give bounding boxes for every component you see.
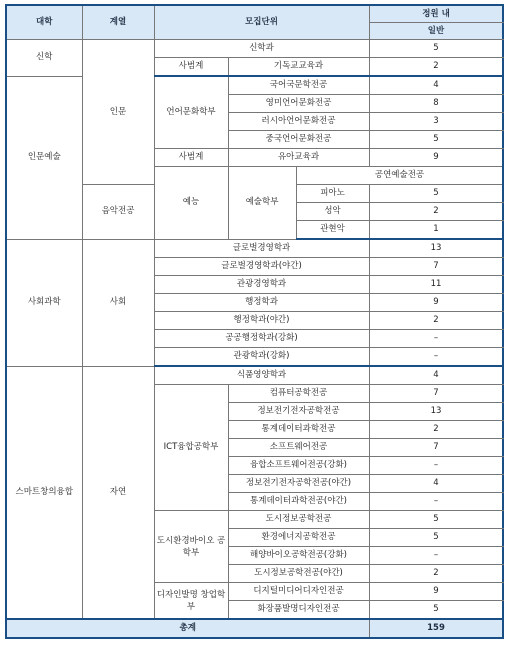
unit-cell: 관현악: [296, 221, 369, 240]
count-cell: 7: [369, 439, 503, 457]
group-cell: 도시환경바이오 공학부: [154, 511, 228, 583]
unit-cell: 정보전기전자공학전공(야간): [228, 475, 369, 493]
field-cell: 예능: [154, 167, 228, 240]
unit-cell: 컴퓨터공학전공: [228, 385, 369, 403]
count-cell: 3: [369, 113, 503, 131]
header-quota: 정원 내: [369, 5, 503, 23]
college-cell: 인문예술: [6, 76, 82, 239]
unit-cell: 화장품발명디자인전공: [228, 601, 369, 620]
count-cell: 4: [369, 366, 503, 385]
total-row: [6, 619, 503, 638]
count-cell: 4: [369, 475, 503, 493]
total-count: 159: [369, 619, 503, 638]
unit-cell: 디지털미디어디자인전공: [228, 583, 369, 601]
count-cell: 5: [369, 601, 503, 620]
total-label: 총계: [6, 619, 369, 638]
count-cell: 2: [369, 421, 503, 439]
unit-cell: 국어국문학전공: [228, 76, 369, 95]
subgroup-cell: 음악전공: [82, 185, 154, 240]
quota-table-container: [5, 4, 502, 639]
count-cell: –: [369, 348, 503, 367]
count-cell: 2: [369, 58, 503, 77]
field-cell: 자연: [82, 366, 154, 619]
unit-cell: 기독교교육과: [228, 58, 369, 77]
table-row: [6, 40, 503, 58]
unit-cell: 융합소프트웨어전공(강화): [228, 457, 369, 475]
group-cell: 디자인발명 창업학부: [154, 583, 228, 620]
group-cell: 사범계: [154, 58, 228, 77]
count-cell: 2: [369, 203, 503, 221]
table-row: [6, 239, 503, 258]
unit-cell: 글로벌경영학과: [154, 239, 369, 258]
group-cell: ICT융합공학부: [154, 385, 228, 511]
unit-cell: 환경에너지공학전공: [228, 529, 369, 547]
unit-cell: 신학과: [154, 40, 369, 58]
unit-cell: 공공행정학과(강화): [154, 330, 369, 348]
unit-cell: 행정학과(야간): [154, 312, 369, 330]
count-cell: 7: [369, 258, 503, 276]
unit-cell: 공연예술전공: [296, 167, 503, 185]
count-cell: –: [369, 547, 503, 565]
header-row: [6, 5, 503, 23]
unit-cell: 피아노: [296, 185, 369, 203]
unit-cell: 통계데이터과학전공(야간): [228, 493, 369, 511]
group-cell: 사범계: [154, 149, 228, 167]
count-cell: 8: [369, 95, 503, 113]
count-cell: 13: [369, 239, 503, 258]
table-row: [6, 366, 503, 385]
count-cell: 5: [369, 185, 503, 203]
college-cell: 사회과학: [6, 239, 82, 366]
unit-cell: 도시정보공학전공(야간): [228, 565, 369, 583]
count-cell: 4: [369, 76, 503, 95]
count-cell: 11: [369, 276, 503, 294]
header-field: 계열: [82, 5, 154, 40]
count-cell: 2: [369, 312, 503, 330]
header-college: 대학: [6, 5, 82, 40]
unit-cell: 러시아언어문화전공: [228, 113, 369, 131]
header-unit: 모집단위: [154, 5, 369, 40]
unit-cell: 식품영양학과: [154, 366, 369, 385]
count-cell: 7: [369, 385, 503, 403]
unit-cell: 행정학과: [154, 294, 369, 312]
unit-cell: 소프트웨어전공: [228, 439, 369, 457]
field-cell: 사회: [82, 239, 154, 366]
unit-cell: 성악: [296, 203, 369, 221]
count-cell: 9: [369, 294, 503, 312]
count-cell: –: [369, 330, 503, 348]
unit-cell: 통계데이터과학전공: [228, 421, 369, 439]
count-cell: 9: [369, 583, 503, 601]
header-general: 일반: [369, 23, 503, 40]
count-cell: 2: [369, 565, 503, 583]
unit-cell: 정보전기전자공학전공: [228, 403, 369, 421]
unit-cell: 관광학과(강화): [154, 348, 369, 367]
table-row: [6, 76, 503, 95]
count-cell: 5: [369, 511, 503, 529]
field-cell: 인문: [82, 40, 154, 185]
unit-cell: 관광경영학과: [154, 276, 369, 294]
count-cell: 9: [369, 149, 503, 167]
count-cell: –: [369, 493, 503, 511]
count-cell: –: [369, 457, 503, 475]
college-cell: 신학: [6, 40, 82, 77]
admission-quota-table: [5, 4, 504, 639]
count-cell: 13: [369, 403, 503, 421]
count-cell: 5: [369, 40, 503, 58]
unit-cell: 영미언어문화전공: [228, 95, 369, 113]
group-cell: 예술학부: [228, 167, 296, 240]
count-cell: 5: [369, 529, 503, 547]
group-cell: 언어문화학부: [154, 76, 228, 149]
unit-cell: 도시정보공학전공: [228, 511, 369, 529]
college-cell: 스마트창의융합: [6, 366, 82, 619]
unit-cell: 유아교육과: [228, 149, 369, 167]
count-cell: 1: [369, 221, 503, 240]
unit-cell: 글로벌경영학과(야간): [154, 258, 369, 276]
count-cell: 5: [369, 131, 503, 149]
unit-cell: 중국언어문화전공: [228, 131, 369, 149]
unit-cell: 해양바이오공학전공(강화): [228, 547, 369, 565]
